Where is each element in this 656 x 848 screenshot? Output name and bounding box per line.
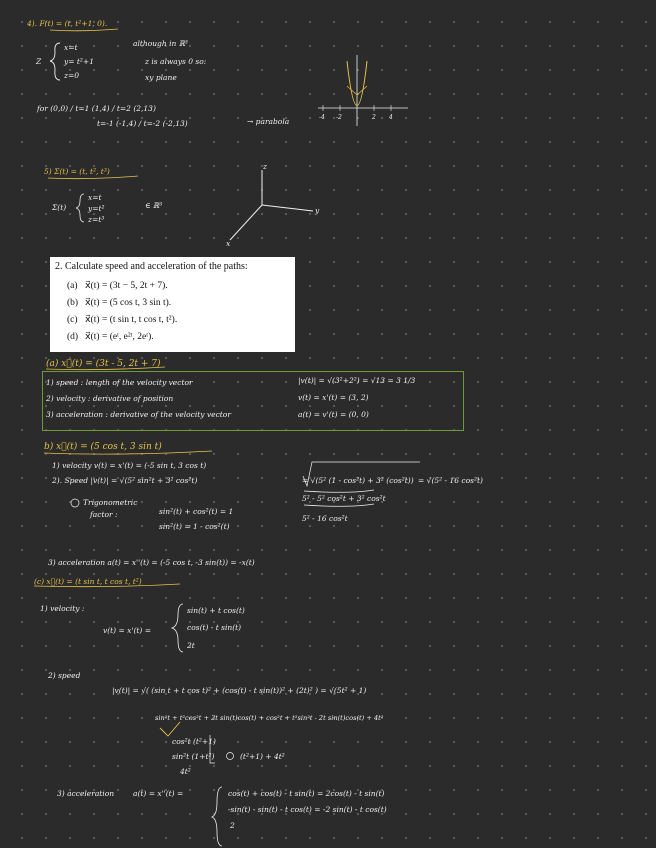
axis-label-x: x (226, 239, 231, 248)
part-b-speed-mid: = √(5² (1 - cos²t) + 3² (cos²t)) (302, 476, 414, 485)
section1-note: although in ℝ³ (133, 39, 188, 48)
part-b-expand: 5² - 5² cos²t + 3² cos²t (302, 494, 386, 503)
axis-label-y: y (315, 206, 320, 215)
section1-brace-line: z=0 (64, 71, 80, 80)
part-c-accel-label: 3) acceleration (57, 789, 115, 798)
part-c-velocity-label: 1) velocity : (40, 604, 85, 613)
problem-item (67, 280, 168, 291)
definition-line: 1) speed : length of the velocity vector (46, 378, 193, 387)
section2-rhs: ∈ ℝ³ (145, 201, 163, 210)
section2-header: 5) Σ(t) = (t, t², t³) (44, 167, 110, 176)
problem-item (67, 297, 171, 308)
problem-item-text: x⃗(t) = (3t − 5, 2t + 7). (85, 281, 168, 291)
problem-item (67, 331, 154, 342)
axis-label-z: z (263, 162, 267, 171)
part-c-velocity-component: cos(t) - t sin(t) (187, 623, 242, 632)
part-c-expand: cos²t (t²+1) (172, 737, 216, 746)
problem-item-text: x⃗(t) = (5 cos t, 3 sin t). (85, 298, 172, 308)
trig-identity: sin²(t) = 1 - cos²(t) (159, 522, 230, 531)
parabola-graph (318, 55, 408, 126)
section1-note: xy plane (145, 73, 177, 82)
part-c-accel-line: -sin(t) - sin(t) - t cos(t) = -2 sin(t) - t cos(t) (228, 805, 387, 814)
part-b-expand: 5² - 16 cos²t (302, 514, 348, 523)
definition-line: 2) velocity : derivative of position (46, 394, 174, 403)
section2-brace-line: z=t³ (88, 215, 105, 224)
section1-brace-line: x=t (64, 43, 78, 52)
trig-identity: sin²(t) + cos²(t) = 1 (159, 507, 234, 516)
part-c-expand-result: (t²+1) + 4t² (240, 752, 285, 761)
problem-card (50, 257, 295, 352)
problem-item-label: (c) (67, 315, 78, 325)
trig-label: Trigonometric (83, 498, 138, 507)
result-line: v(t) = x'(t) = (3, 2) (298, 393, 369, 402)
problem-title: 2. Calculate speed and acceleration of the paths: (55, 261, 248, 272)
axis-tick: -4 (319, 114, 325, 121)
section1-z-label: Z (36, 57, 42, 66)
section1-table-row: for (0,0) / t=1 (1,4) / t=2 (2,13) (37, 104, 156, 113)
problem-item-label: (a) (67, 281, 78, 291)
part-b-header: b) x⃗(t) = (5 cos t, 3 sin t) (44, 442, 162, 452)
part-a-header: (a) x⃗(t) = (3t - 5, 2t + 7) (46, 359, 161, 369)
part-c-expand: sin²t + t²cos²t + 2t sin(t)cos(t) + cos²t + t²sin²t - 2t sin(t)cos(t) + 4t² (155, 714, 384, 722)
part-c-accel-lhs: a(t) = x''(t) = (133, 789, 184, 798)
section2-lhs: Σ(t) (52, 203, 67, 212)
axis-tick: -2 (336, 114, 342, 121)
section2-brace-line: y=t² (88, 204, 105, 213)
part-c-accel-line: 2 (230, 821, 235, 830)
axis-tick: 4 (389, 114, 393, 121)
trig-label: factor : (90, 510, 118, 519)
section1-brace-line: y= t²+1 (64, 57, 94, 66)
part-c-speed-label: 2) speed (48, 671, 81, 680)
result-line: |v(t)| = √(3²+2²) = √13 = 3 1/3 (298, 376, 416, 385)
axes-3d (230, 170, 313, 240)
problem-item-text: x⃗(t) = (eᵗ, e²ᵗ, 2eᵗ). (85, 332, 154, 342)
part-c-speed-eq: |v(t)| = √( (sin t + t cos t)² + (cos(t) - t sin(t))² + (2t)² ) = √(5t² + 1) (112, 686, 367, 695)
result-line: a(t) = v'(t) = (0, 0) (298, 410, 369, 419)
part-b-speed-result: = √(5² - 16 cos²t) (418, 476, 483, 485)
section1-header: 4). F(t) = (t, t²+1, 0). (27, 19, 108, 28)
part-c-velocity-component: sin(t) + t cos(t) (187, 606, 245, 615)
problem-item-label: (b) (67, 298, 79, 308)
section1-note: z is always 0 so: (145, 57, 207, 66)
part-c-expand: 4t² (180, 767, 191, 776)
part-c-expand: sin²t (1+t²) (172, 752, 215, 761)
section2-brace-line: x=t (88, 193, 102, 202)
problem-item-text: x⃗(t) = (t sin t, t cos t, t²). (85, 315, 178, 325)
part-c-header: (c) x⃗(t) = (t sin t, t cos t, t²) (34, 577, 142, 586)
part-c-velocity-lhs: v(t) = x'(t) = (103, 626, 151, 635)
problem-item-label: (d) (67, 332, 79, 342)
section1-table-row: t=-1 (-1,4) / t=-2 (-2,13) (97, 119, 188, 128)
part-c-velocity-component: 2t (187, 641, 195, 650)
problem-item (67, 314, 177, 325)
part-c-accel-line: cos(t) + cos(t) - t sin(t) = 2cos(t) - t sin(t) (228, 789, 385, 798)
part-b-velocity: 1) velocity v(t) = x'(t) = (-5 sin t, 3 cos t) (52, 461, 207, 470)
axis-tick: 2 (372, 114, 376, 121)
part-b-acceleration: 3) acceleration a(t) = x''(t) = (-5 cos t, -3 sin(t)) = -x(t) (48, 558, 255, 567)
part-b-speed: 2). Speed |v(t)| = √(5² sin²t + 3² cos²t) (52, 476, 198, 485)
definition-line: 3) acceleration : derivative of the velocity vector (46, 410, 231, 419)
section1-parabola-label: → parabola (247, 117, 290, 126)
